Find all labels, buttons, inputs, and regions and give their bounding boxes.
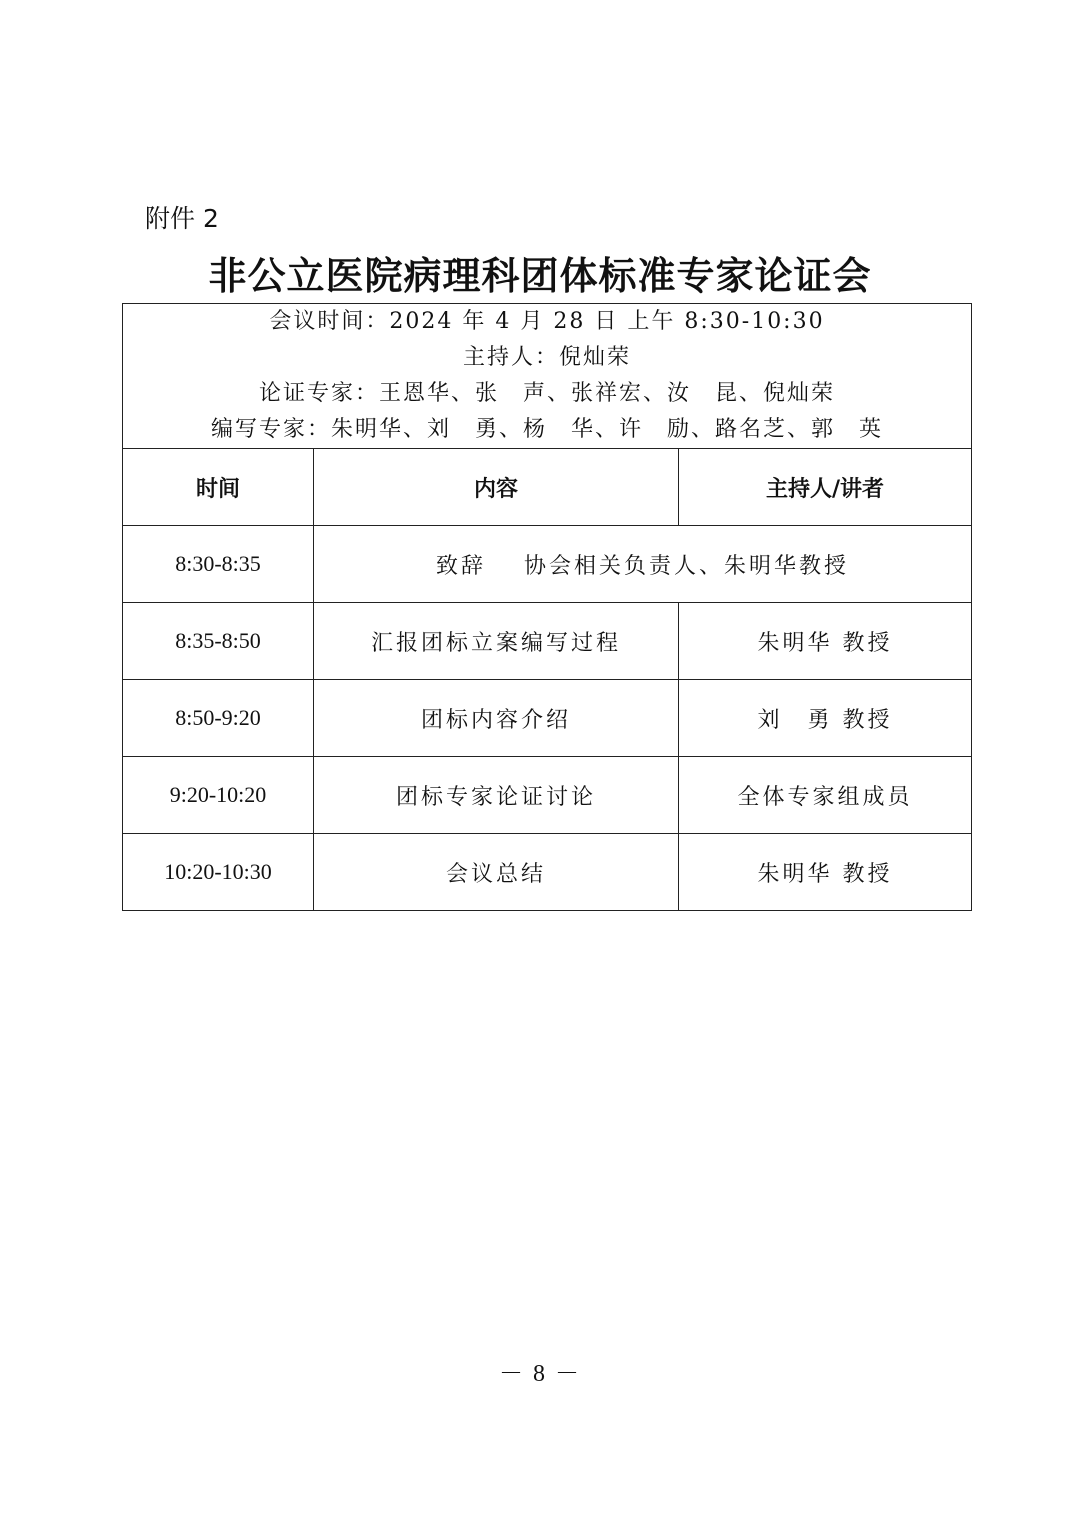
header-time: 时间 bbox=[123, 449, 314, 526]
row-speaker: 刘 勇 教授 bbox=[679, 680, 972, 757]
row-speaker: 协会相关负责人、朱明华教授 bbox=[524, 553, 850, 579]
row-time: 10:20-10:30 bbox=[123, 834, 314, 911]
row-content: 会议总结 bbox=[314, 834, 679, 911]
table-row bbox=[123, 680, 972, 757]
table-row bbox=[123, 757, 972, 834]
row-time: 8:30-8:35 bbox=[123, 526, 314, 603]
header-content: 内容 bbox=[314, 449, 679, 526]
row-speaker: 朱明华 教授 bbox=[679, 603, 972, 680]
attachment-label: 附件 2 bbox=[145, 204, 219, 233]
table-row bbox=[123, 834, 972, 911]
row-speaker: 全体专家组成员 bbox=[679, 757, 972, 834]
document-title: 非公立医院病理科团体标准专家论证会 bbox=[208, 254, 872, 298]
table-row-opening bbox=[123, 526, 972, 603]
row-content: 致辞 bbox=[436, 553, 487, 579]
header-speaker: 主持人/讲者 bbox=[679, 449, 972, 526]
row-speaker: 朱明华 教授 bbox=[679, 834, 972, 911]
writing-experts: 编写专家：朱明华、刘 勇、杨 华、许 励、路名芝、郭 英 bbox=[211, 417, 884, 442]
review-experts: 论证专家：王恩华、张 声、张祥宏、汝 昆、倪灿荣 bbox=[259, 381, 836, 406]
row-content: 团标内容介绍 bbox=[314, 680, 679, 757]
row-time: 8:50-9:20 bbox=[123, 680, 314, 757]
meeting-host: 主持人：倪灿荣 bbox=[463, 345, 632, 370]
meeting-info-cell bbox=[123, 304, 972, 449]
row-content: 团标专家论证讨论 bbox=[314, 757, 679, 834]
table-header-row bbox=[123, 449, 972, 526]
page-number: － 8 － bbox=[499, 1361, 581, 1387]
row-time: 9:20-10:20 bbox=[123, 757, 314, 834]
agenda-table bbox=[122, 303, 972, 911]
meeting-time: 会议时间：2024 年 4 月 28 日 上午 8:30-10:30 bbox=[269, 309, 825, 334]
opening-merged-cell bbox=[314, 526, 972, 603]
meeting-info-row bbox=[123, 304, 972, 449]
table-row bbox=[123, 603, 972, 680]
row-content: 汇报团标立案编写过程 bbox=[314, 603, 679, 680]
row-time: 8:35-8:50 bbox=[123, 603, 314, 680]
